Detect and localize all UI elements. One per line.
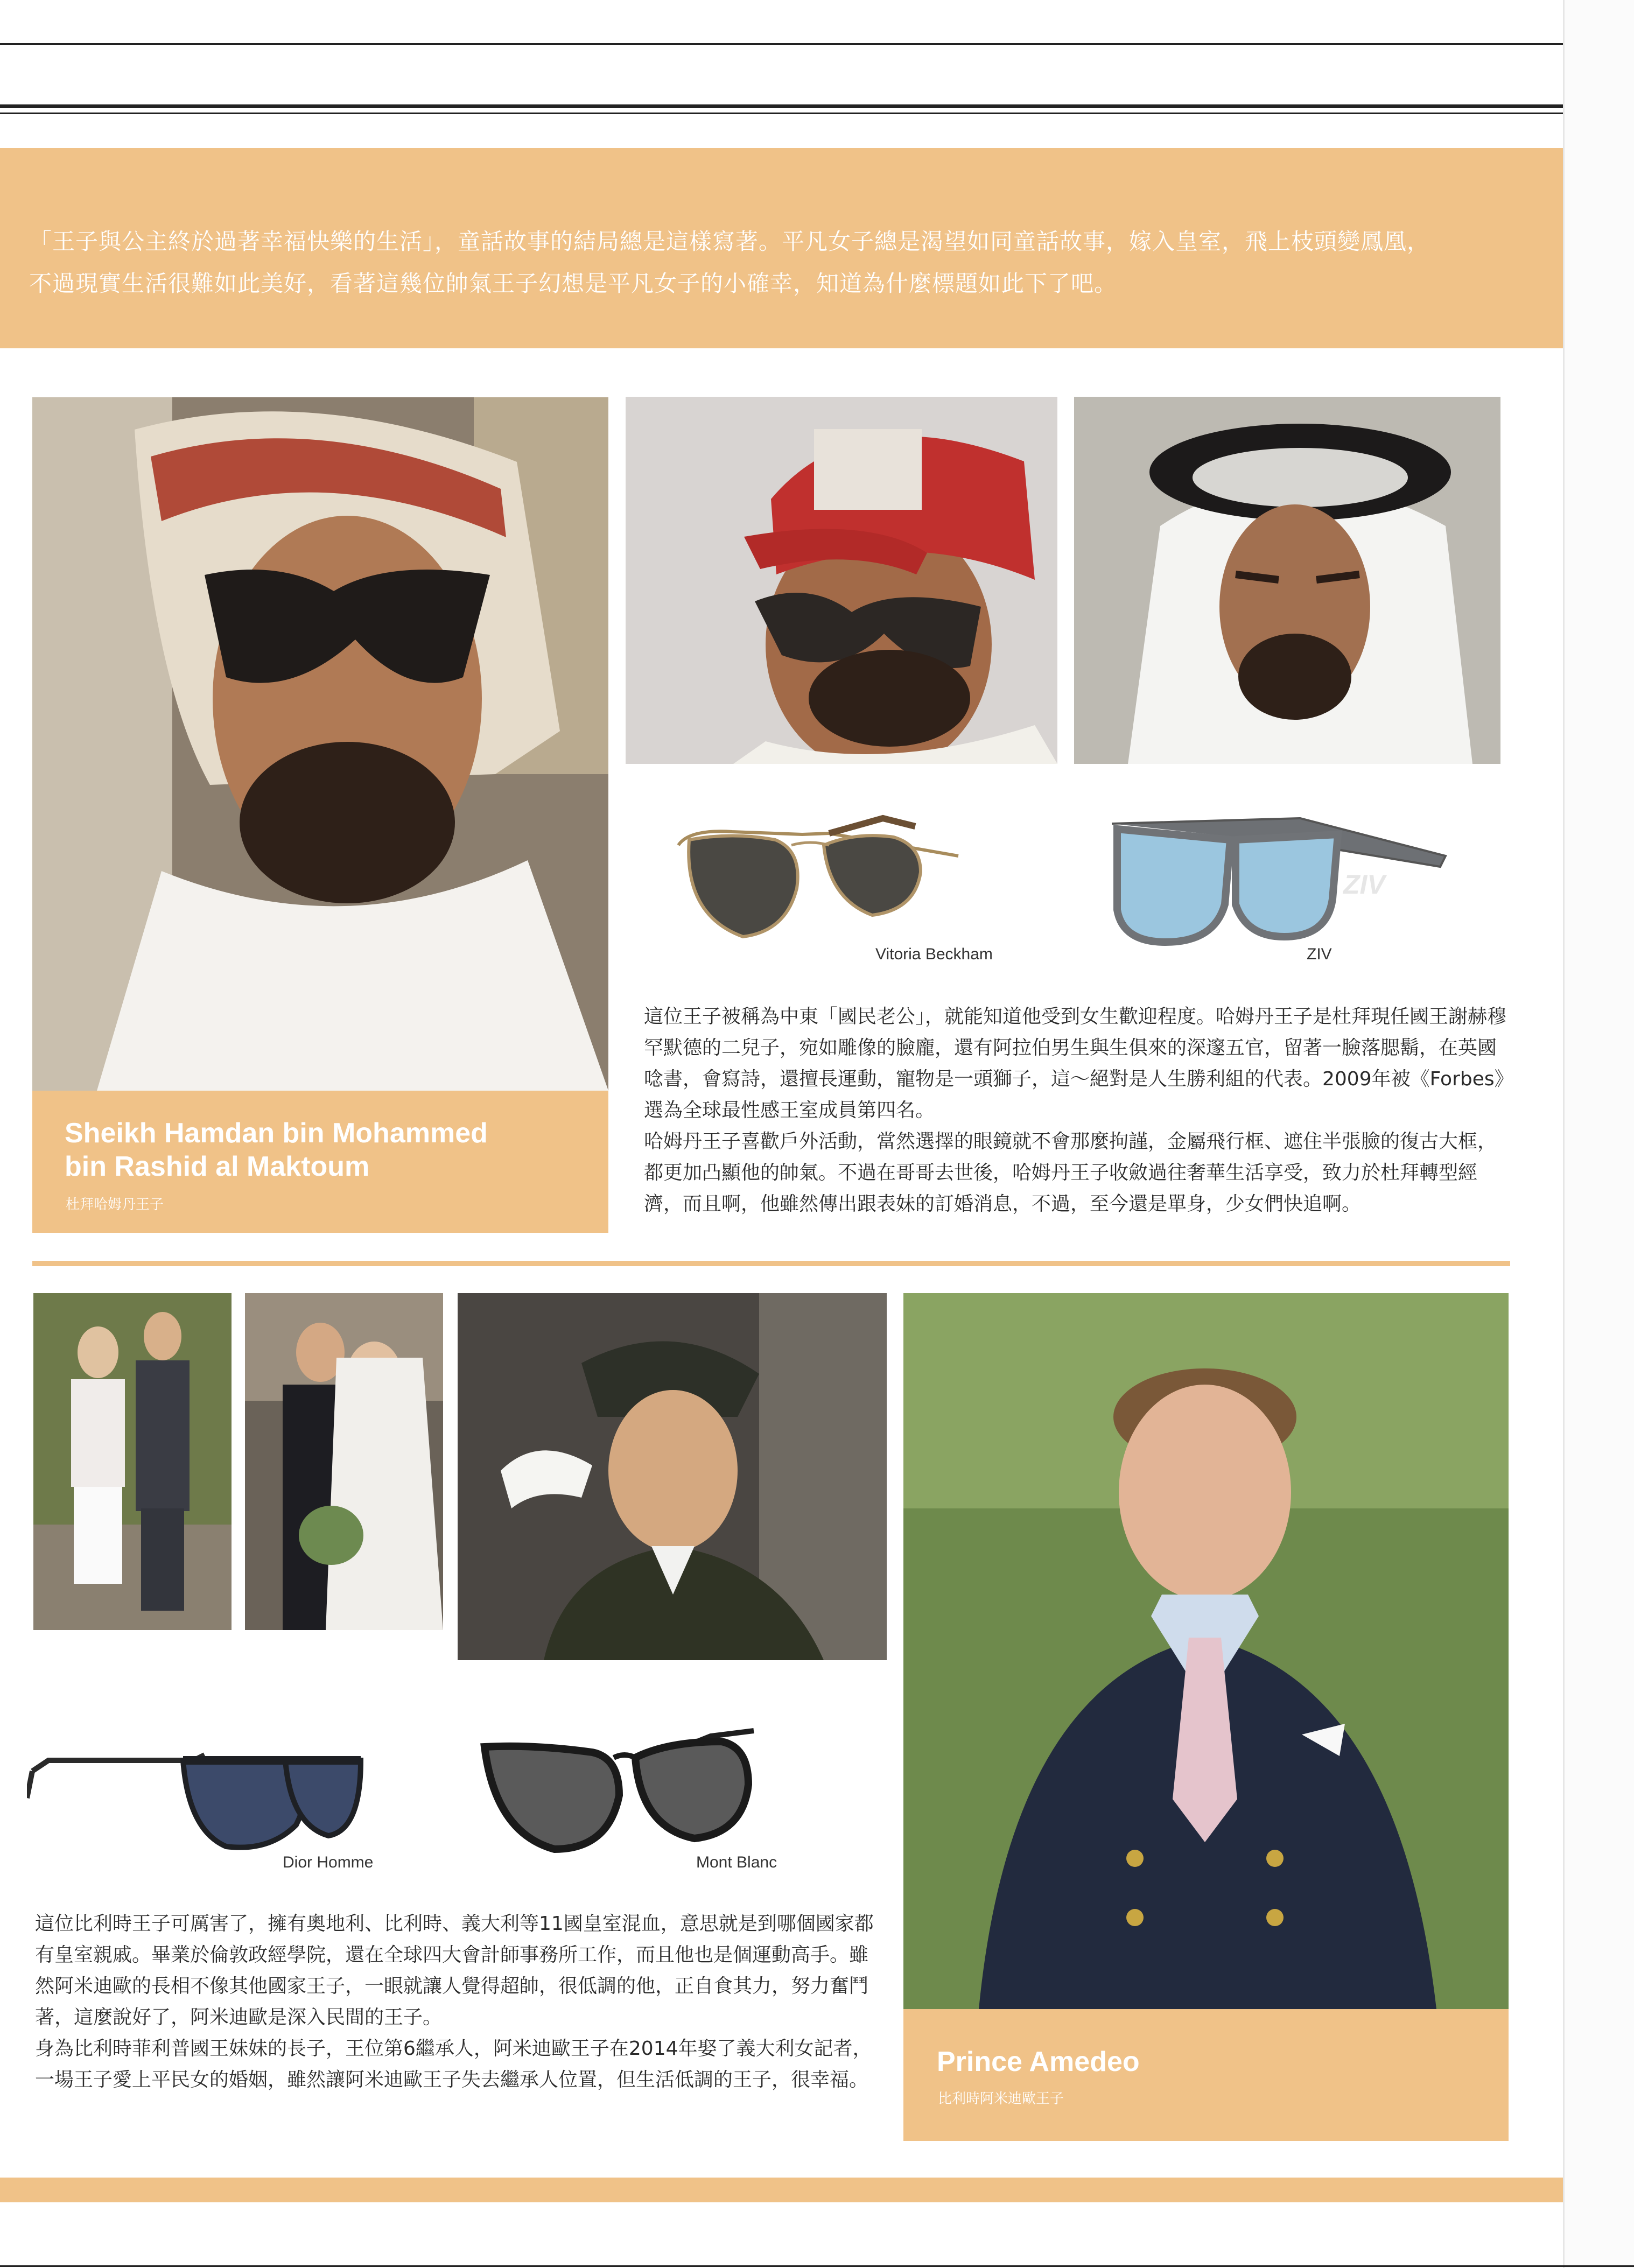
- glasses-vitoria-beckham-label: Vitoria Beckham: [875, 945, 993, 963]
- hamdan-paragraph-2: 哈姆丹王子喜歡戶外活動，當然選擇的眼鏡就不會那麼拘謹，金屬飛行框、遮住半張臉的復古大框，都更加凸顯他的帥氣。不過在哥哥去世後，哈姆丹王子收斂過往奢華生活享受，致力於杜拜轉型經濟，而且啊，他雖然傳出跟表妹的訂婚消息，不過，至今還是單身，少女們快追啊。: [644, 1131, 1497, 1215]
- amedeo-name-zh: 比利時阿米迪歐王子: [938, 2091, 1064, 2107]
- hamdan-paragraph-1: 這位王子被稱為中東「國民老公」，就能知道他受到女生歡迎程度。哈姆丹王子是杜拜現任國王謝赫穆罕默德的二兒子，宛如雕像的臉龐，還有阿拉伯男生與生俱來的深邃五官，留著一臉落腮鬍，在英國唸書，會寫詩，還擅長運動，寵物是一頭獅子，這～絕對是人生勝利組的代表。2009年被《Forbes》選為全球最性感王室成員第四名。: [644, 1006, 1514, 1121]
- hamdan-name-zh: 杜拜哈姆丹王子: [66, 1197, 164, 1213]
- hamdan-name-line-1: Sheikh Hamdan bin Mohammed: [65, 1118, 488, 1149]
- amedeo-salute-photo: [458, 1293, 887, 1660]
- right-page-edge-line: [1563, 0, 1565, 2268]
- intro-text: [29, 221, 1553, 305]
- hamdan-name-line-2: bin Rashid al Maktoum: [65, 1151, 370, 1182]
- section-separator: [32, 1261, 1510, 1266]
- glasses-dior-homme-image: [27, 1739, 371, 1868]
- intro-line-1: 「王子與公主終於過著幸福快樂的生活」，童話故事的結局總是這樣寫著。平凡女子總是渴望如同童話故事，嫁入皇室，飛上枝頭變鳳凰，: [29, 228, 1430, 255]
- header-rule-double-2: [0, 113, 1563, 114]
- svg-text:ZIV: ZIV: [1343, 869, 1385, 900]
- glasses-mont-blanc-image: [474, 1725, 775, 1865]
- glasses-vitoria-beckham-image: [668, 808, 969, 969]
- glasses-mont-blanc-label: Mont Blanc: [696, 1853, 777, 1871]
- amedeo-name: Prince Amedeo: [937, 2046, 1140, 2077]
- amedeo-wedding-photo: [245, 1293, 443, 1630]
- footer-rule: [0, 2265, 1634, 2267]
- hamdan-ghutra-photo: [1074, 397, 1500, 764]
- glasses-ziv-image: [1106, 808, 1451, 969]
- header-rule-double-1: [0, 104, 1563, 108]
- amedeo-paragraph-1: 這位比利時王子可厲害了，擁有奧地利、比利時、義大利等11國皇室混血，意思就是到哪個國家都有皇室親戚。畢業於倫敦政經學院，還在全球四大會計師事務所工作，而且他也是個運動高手。雖然阿米迪歐的長相不像其他國家王子，一眼就讓人覺得超帥，很低調的他，正自食其力，努力奮鬥著，這麼說好了，阿米迪歐是深入民間的王子。: [35, 1913, 874, 2028]
- intro-line-2: 不過現實生活很難如此美好，看著這幾位帥氣王子幻想是平凡女子的小確幸，知道為什麼標題如此下了吧。: [29, 270, 1118, 297]
- hamdan-portrait-photo: [32, 397, 608, 1091]
- footer-band: [0, 2178, 1563, 2202]
- hamdan-cap-photo: [626, 397, 1057, 764]
- amedeo-article-text: [35, 1908, 878, 2096]
- header-rule-top: [0, 43, 1563, 45]
- glasses-ziv-label: ZIV: [1307, 945, 1332, 963]
- amedeo-paragraph-2: 身為比利時菲利普國王妹妹的長子，王位第6繼承人，阿米迪歐王子在2014年娶了義大利女記者，一場王子愛上平民女的婚姻，雖然讓阿米迪歐王子失去繼承人位置，但生活低調的王子，很幸福。: [35, 2038, 872, 2091]
- glasses-dior-homme-label: Dior Homme: [283, 1853, 374, 1871]
- right-page-edge: [1563, 0, 1634, 2268]
- amedeo-engagement-photo: [33, 1293, 232, 1630]
- amedeo-portrait-photo: [903, 1293, 1509, 2009]
- hamdan-article-text: [644, 1001, 1515, 1220]
